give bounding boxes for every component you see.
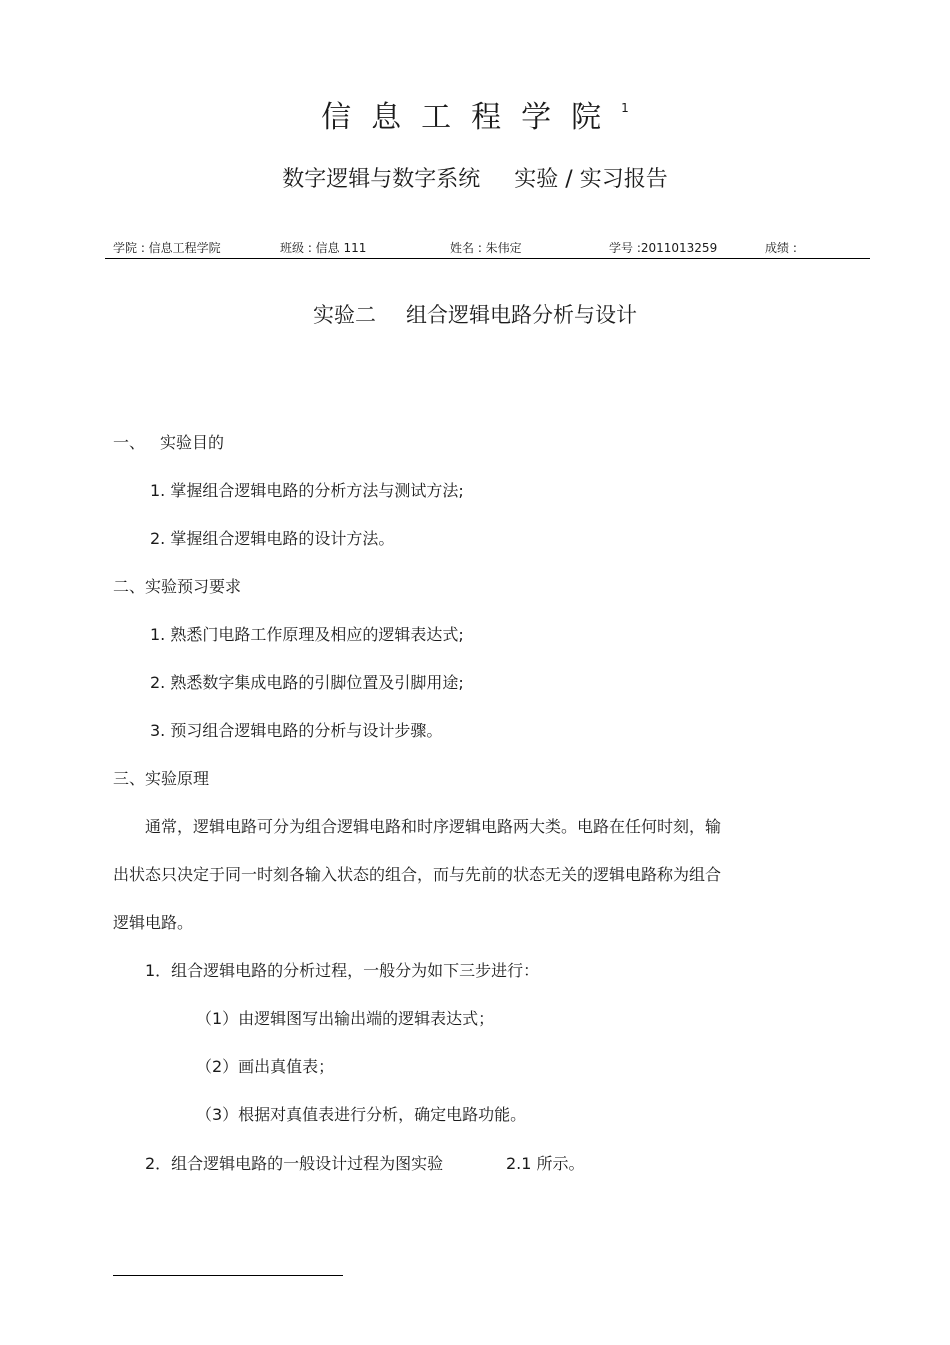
section-3-title: 三、实验原理: [113, 769, 210, 788]
institute-title: [0, 92, 950, 136]
section-3-paragraph-line-1: 通常，逻辑电路可分为组合逻辑电路和时序逻辑电路两大类。电路在任何时刻，输: [145, 817, 722, 836]
section-3-paragraph-line-2: 出状态只决定于同一时刻各输入状态的组合，而与先前的状态无关的逻辑电路称为组合: [113, 865, 722, 884]
experiment-number: 实验二: [313, 303, 376, 327]
info-college: 学院 : 信息工程学院: [113, 241, 221, 255]
section-1-item-1: 1. 掌握组合逻辑电路的分析方法与测试方法;: [150, 481, 464, 500]
design-figure-ref: 2.1 所示。: [506, 1154, 585, 1173]
footnote-marker: 1: [621, 101, 629, 115]
info-grade: 成绩 :: [765, 241, 797, 255]
section-2-title: 二、实验预习要求: [113, 577, 242, 596]
report-title: [0, 162, 950, 193]
course-name: 数字逻辑与数字系统: [282, 167, 481, 192]
institute-name: 信息工程学院: [321, 100, 622, 135]
info-student-id: 学号 :2011013259: [609, 241, 718, 255]
analysis-step-2: （2）画出真值表；: [196, 1057, 335, 1076]
experiment-name: 组合逻辑电路分析与设计: [406, 303, 637, 327]
experiment-title: [0, 299, 950, 329]
header-rule: [105, 258, 870, 259]
section-3-paragraph-line-3: 逻辑电路。: [113, 913, 194, 932]
footnote-rule: [113, 1275, 343, 1276]
design-process-text: 2．组合逻辑电路的一般设计过程为图实验: [145, 1154, 444, 1173]
section-2-item-2: 2. 熟悉数字集成电路的引脚位置及引脚用途;: [150, 673, 464, 692]
info-name: 姓名 : 朱伟定: [450, 241, 522, 255]
analysis-step-3: （3）根据对真值表进行分析，确定电路功能。: [196, 1105, 527, 1124]
analysis-process-heading: 1．组合逻辑电路的分析过程，一般分为如下三步进行：: [145, 961, 540, 980]
section-2-item-3: 3. 预习组合逻辑电路的分析与设计步骤。: [150, 721, 443, 740]
analysis-step-1: （1）由逻辑图写出输出端的逻辑表达式；: [196, 1009, 495, 1028]
section-2-item-1: 1. 熟悉门电路工作原理及相应的逻辑表达式;: [150, 625, 464, 644]
section-1-title: 实验目的: [160, 433, 225, 452]
section-1-number: 一、: [113, 433, 146, 452]
report-type: 实验 / 实习报告: [514, 167, 668, 192]
section-1-item-2: 2. 掌握组合逻辑电路的设计方法。: [150, 529, 395, 548]
info-class: 班级 : 信息 111: [280, 241, 367, 255]
